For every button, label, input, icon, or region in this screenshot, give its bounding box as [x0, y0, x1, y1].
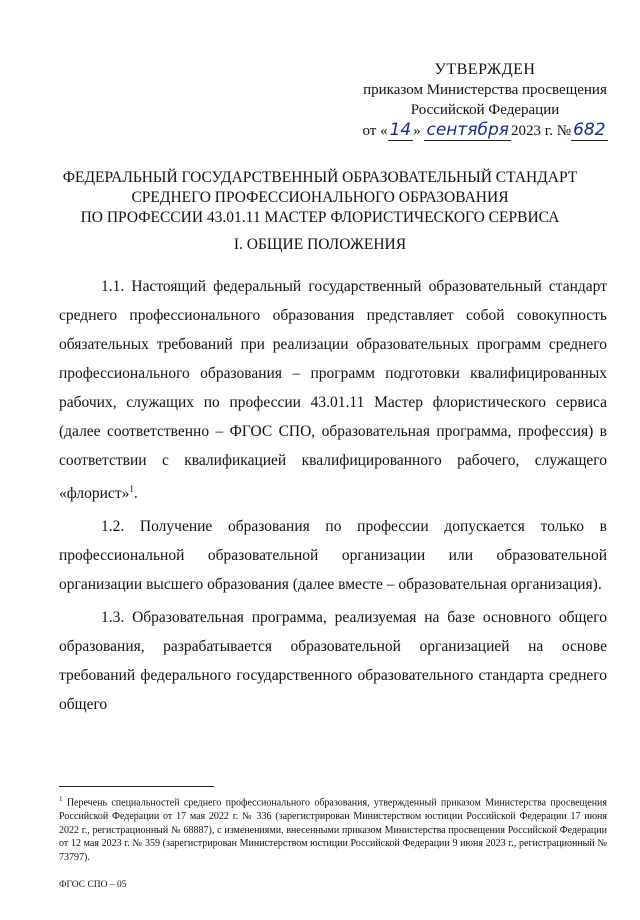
paragraph-1-2: 1.2. Получение образования по профессии допускается только в профессиональной образовательной организации или образовательной организации высшего образования (далее вместе – образовательная организация).: [59, 518, 607, 594]
section-heading: I. ОБЩИЕ ПОЛОЖЕНИЯ: [233, 236, 407, 253]
approval-line-federation: Российской Федерации: [410, 102, 560, 118]
approval-block: [340, 60, 630, 141]
handwritten-month: сентября: [426, 120, 510, 140]
title-line-2: СРЕДНЕГО ПРОФЕССИОНАЛЬНОГО ОБРАЗОВАНИЯ: [131, 189, 509, 206]
date-year: 2023 г. №: [511, 123, 572, 139]
paragraph-1-1-text: 1.1. Настоящий федеральный государственный образовательный стандарт среднего профессионального образования представляет собой совокупность обязательных требований при реализации образовательных программ среднего профессионального образования – программ подготовки квалифицированных рабочих, служащих по профессии 43.01.11 Мастер флористического сервиса (далее соответственно – ФГОС СПО, образовательная программа, профессия) в соответствии с квалификацией квалифицированного рабочего, служащего «флорист»: [59, 278, 607, 503]
footnote-text: Перечень специальностей среднего профессионального образования, утвержденный приказом Министерства просвещения Российской Федерации от 17 мая 2022 г. № 336 (зарегистрирован Министерством юстиции Российской Федерации 17 июня 2022 г., регистрационный № 68887), с изменениями, внесенными приказом Министерства просвещения Российской Федерации от 12 мая 2023 г. № 359 (зарегистрирован Министерством юстиции Российской Федерации 9 июня 2023 г., регистрационный № 73797).: [59, 797, 607, 863]
paragraph-1-1: [59, 272, 607, 508]
title-line-3: ПО ПРОФЕССИИ 43.01.11 МАСТЕР ФЛОРИСТИЧЕСКОГО СЕРВИСА: [80, 209, 560, 226]
footnote-ref: 1: [129, 484, 134, 494]
document-body: [59, 272, 607, 723]
title-line-1: ФЕДЕРАЛЬНЫЙ ГОСУДАРСТВЕННЫЙ ОБРАЗОВАТЕЛЬНЫЙ СТАНДАРТ: [62, 169, 578, 186]
footnote-separator: [59, 786, 214, 787]
handwritten-day: 14: [389, 120, 412, 140]
approval-line-ministry: приказом Министерства просвещения: [363, 82, 607, 98]
paragraph-1-1-end: .: [133, 485, 138, 503]
paragraph-1-3: 1.3. Образовательная программа, реализуемая на базе основного общего образования, разрабатывается образовательной организацией на основе требований федерального государственного образовательного стандарта среднего общего: [59, 609, 607, 714]
date-mid: »: [413, 123, 421, 139]
page-footer-code: ФГОС СПО – 05: [59, 880, 127, 890]
footnote-mark: 1: [59, 795, 63, 803]
approval-word: УТВЕРЖДЕН: [434, 61, 536, 78]
date-prefix: от «: [362, 123, 388, 139]
approval-date-line: [340, 120, 630, 141]
handwritten-number: 682: [573, 120, 606, 140]
document-title: [40, 168, 600, 228]
footnote: [59, 793, 607, 864]
